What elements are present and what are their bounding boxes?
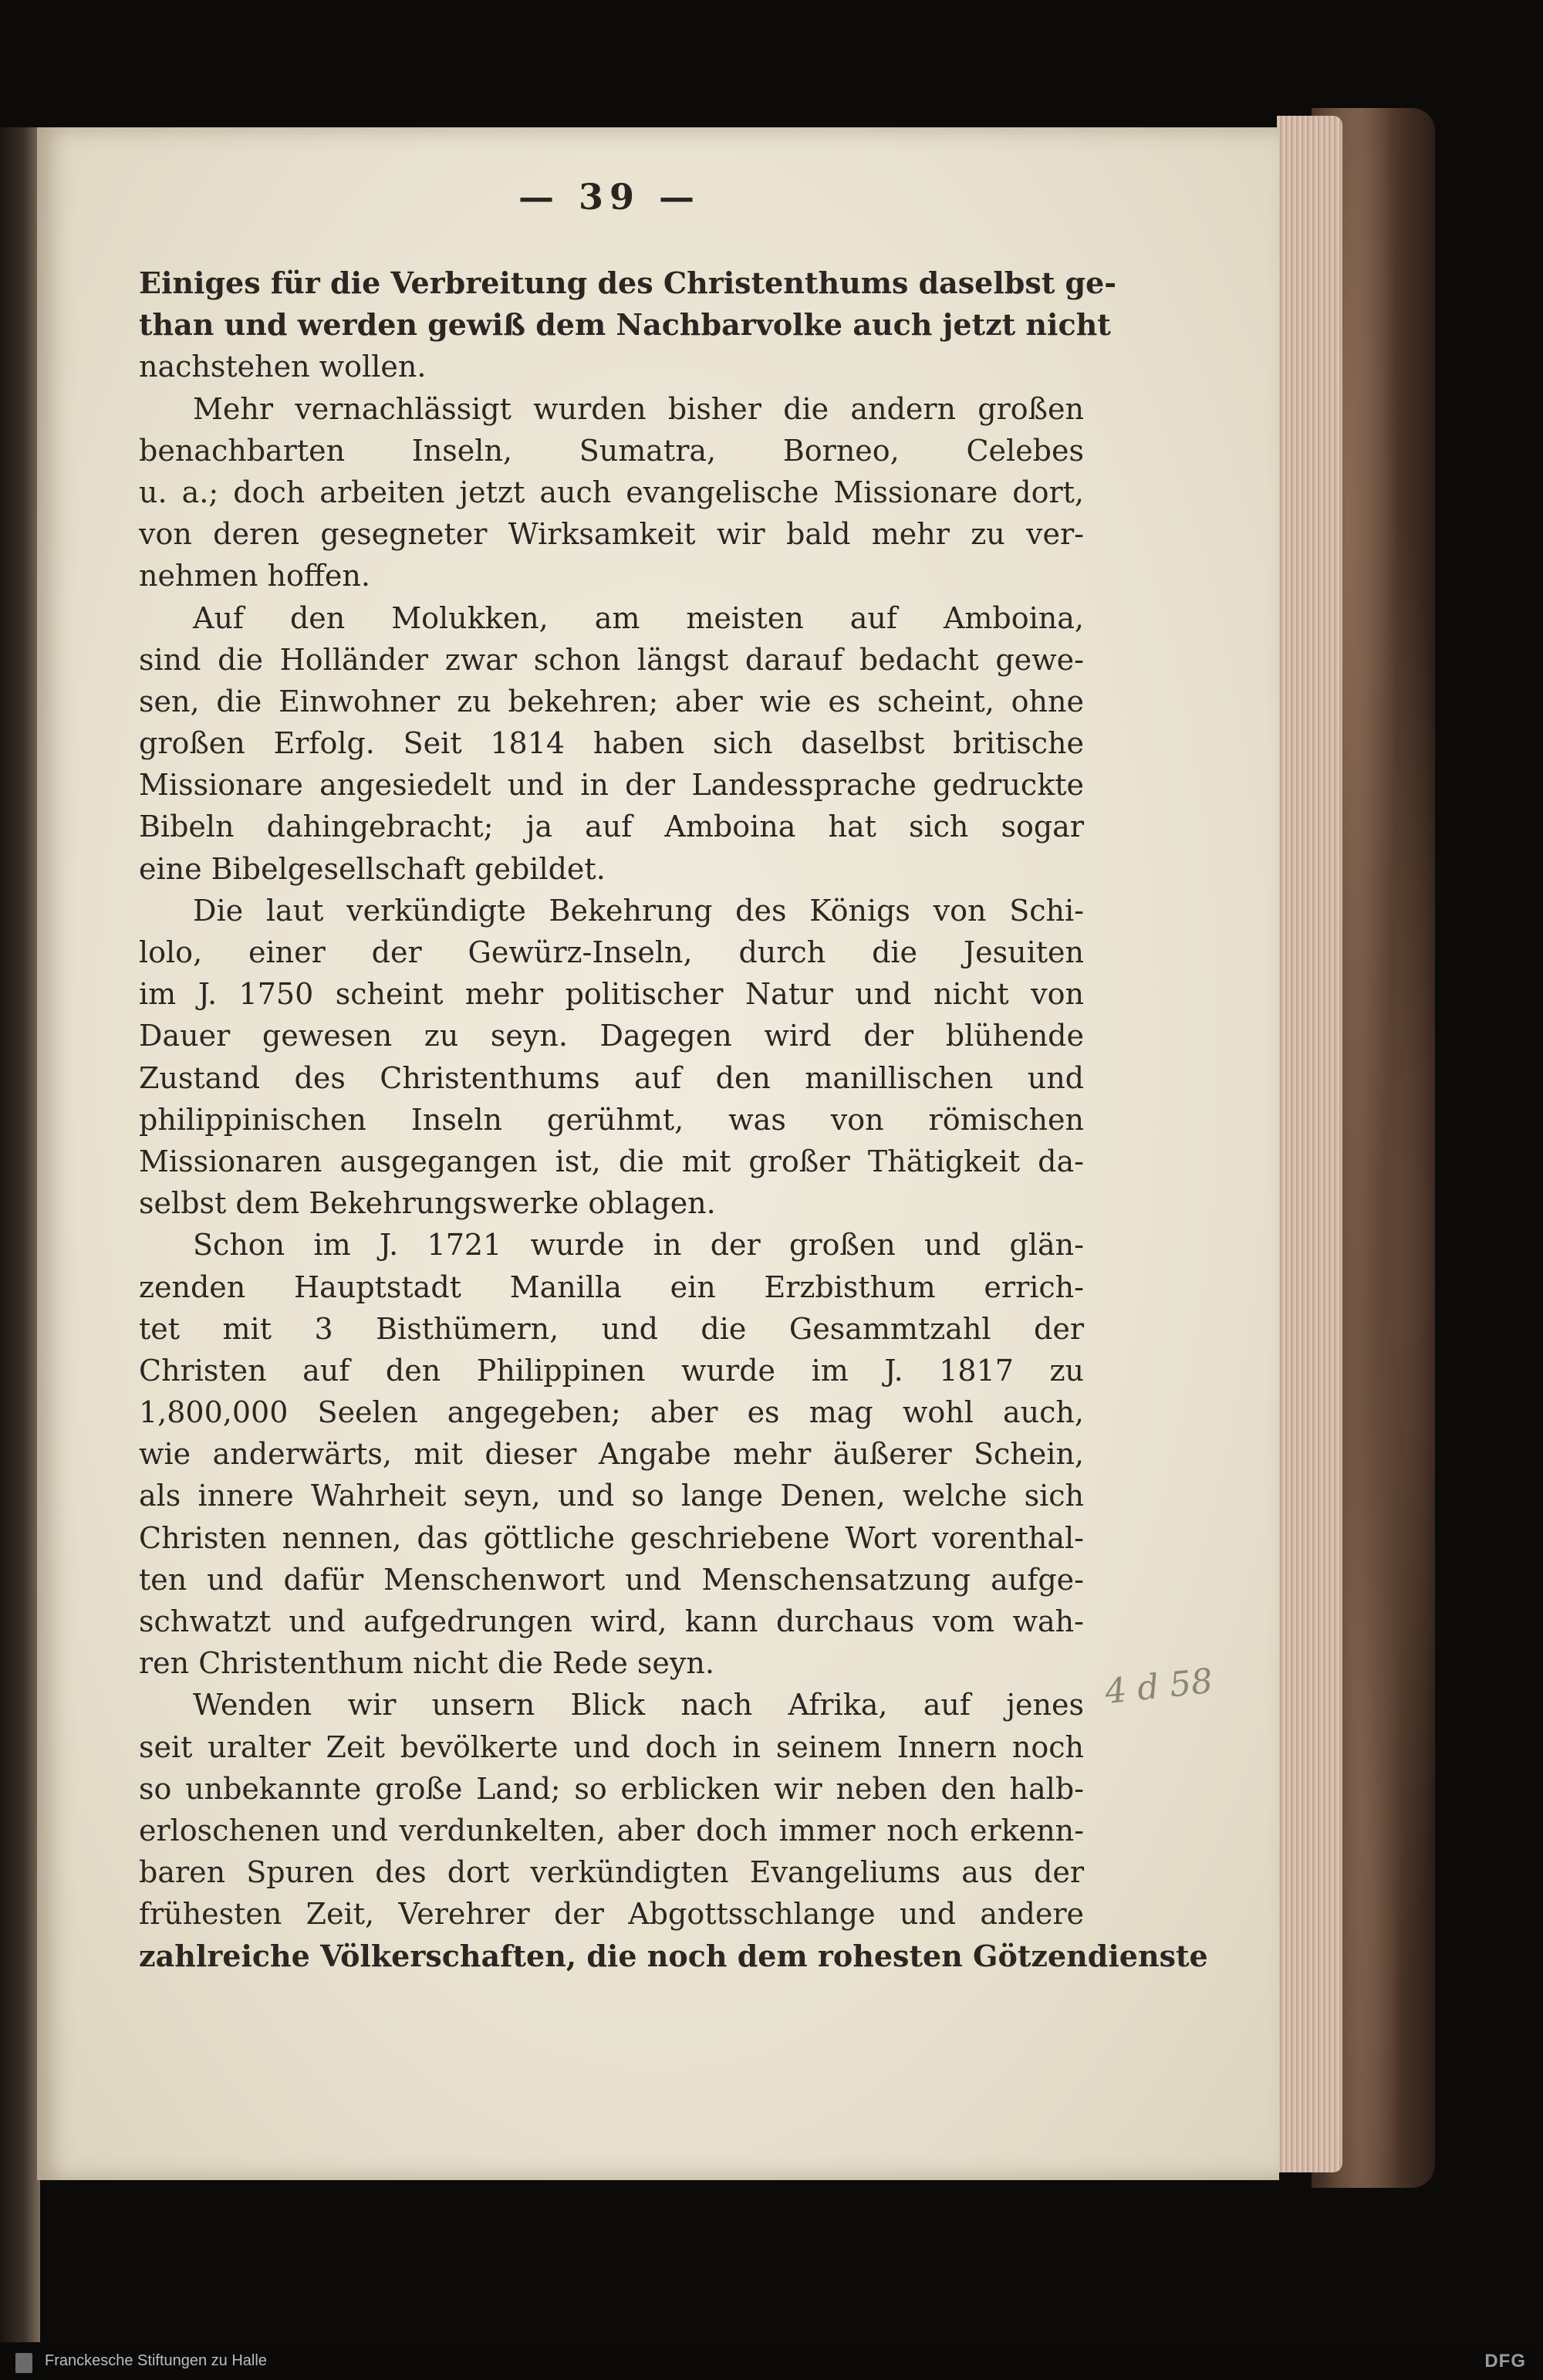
margin-annotation: 4 d 58 xyxy=(1102,1661,1215,1712)
text-line: Christen auf den Philippinen wurde im J. 1817 zu xyxy=(139,1353,1084,1388)
text-line: ten und dafür Menschenwort und Menschensatzung aufge- xyxy=(139,1562,1084,1597)
page-edges xyxy=(1277,116,1342,2172)
text-line: benachbarten Inseln, Sumatra, Borneo, Celebes xyxy=(139,433,1084,468)
text-line: Einiges für die Verbreitung des Christenthums daselbst ge- xyxy=(139,265,1117,300)
text-line: großen Erfolg. Seit 1814 haben sich daselbst britische xyxy=(139,726,1084,761)
text-line: Die laut verkündigte Bekehrung des Königs von Schi- xyxy=(193,893,1084,928)
text-line: sen, die Einwohner zu bekehren; aber wie es scheint, ohne xyxy=(139,684,1084,718)
text-line: philippinischen Inseln gerühmt, was von römischen xyxy=(139,1102,1084,1137)
dfg-logo: DFG xyxy=(1484,2351,1526,2372)
text-line: wie anderwärts, mit dieser Angabe mehr äußerer Schein, xyxy=(139,1437,1084,1472)
text-line: zahlreiche Völkerschaften, die noch dem rohesten Götzendienste xyxy=(139,1938,1208,1973)
text-line: seit uralter Zeit bevölkerte und doch in seinem Innern noch xyxy=(139,1729,1084,1764)
text-line: nachstehen wollen. xyxy=(139,350,427,384)
text-line: erloschenen und verdunkelten, aber doch immer noch erkenn- xyxy=(139,1813,1084,1848)
text-line: sind die Holländer zwar schon längst darauf bedacht gewe- xyxy=(139,642,1084,677)
text-line: tet mit 3 Bisthümern, und die Gesammtzahl der xyxy=(139,1311,1084,1346)
text-line: baren Spuren des dort verkündigten Evangeliums aus der xyxy=(139,1855,1084,1890)
text-line: schwatzt und aufgedrungen wird, kann durchaus vom wah- xyxy=(139,1604,1084,1638)
text-line: Schon im J. 1721 wurde in der großen und glän- xyxy=(193,1228,1084,1263)
text-line: ren Christenthum nicht die Rede seyn. xyxy=(139,1646,714,1681)
text-line: selbst dem Bekehrungswerke oblagen. xyxy=(139,1186,716,1221)
text-line: Dauer gewesen zu seyn. Dagegen wird der blühende xyxy=(139,1019,1084,1053)
text-line: Mehr vernachlässigt wurden bisher die andern großen xyxy=(193,391,1084,426)
page-number: — 39 — xyxy=(518,176,701,218)
institution-name: Franckesche Stiftungen zu Halle xyxy=(45,2352,267,2369)
text-line: Missionaren ausgegangen ist, die mit großer Thätigkeit da- xyxy=(139,1144,1084,1178)
text-line: lolo, einer der Gewürz-Inseln, durch die Jesuiten xyxy=(139,935,1084,969)
text-line: frühesten Zeit, Verehrer der Abgottsschlange und andere xyxy=(139,1897,1084,1932)
text-line: Bibeln dahingebracht; ja auf Amboina hat sich sogar xyxy=(139,810,1084,844)
text-line: nehmen hoffen. xyxy=(139,559,370,593)
text-line: als innere Wahrheit seyn, und so lange Denen, welche sich xyxy=(139,1479,1084,1513)
text-line: Christen nennen, das göttliche geschriebene Wort vorenthal- xyxy=(139,1520,1084,1555)
text-line: von deren gesegneter Wirksamkeit wir bald mehr zu ver- xyxy=(139,517,1084,552)
text-line: im J. 1750 scheint mehr politischer Natur und nicht von xyxy=(139,977,1084,1012)
text-line: u. a.; doch arbeiten jetzt auch evangelische Missionare dort, xyxy=(139,475,1084,509)
text-line: Zustand des Christenthums auf den manillischen und xyxy=(139,1060,1084,1095)
text-line: Auf den Molukken, am meisten auf Amboina, xyxy=(193,600,1084,635)
institution-logo-icon xyxy=(15,2353,32,2373)
text-line: Wenden wir unsern Blick nach Afrika, auf jenes xyxy=(193,1688,1084,1722)
text-line: than und werden gewiß dem Nachbarvolke auch jetzt nicht xyxy=(139,307,1111,343)
text-line: 1,800,000 Seelen angegeben; aber es mag wohl auch, xyxy=(139,1395,1084,1430)
text-line: Missionare angesiedelt und in der Landessprache gedruckte xyxy=(139,768,1084,803)
text-line: zenden Hauptstadt Manilla ein Erzbisthum errich- xyxy=(139,1269,1084,1304)
book-left-edge xyxy=(0,127,40,2342)
text-line: so unbekannte große Land; so erblicken wir neben den halb- xyxy=(139,1771,1084,1806)
text-line: eine Bibelgesellschaft gebildet. xyxy=(139,851,606,886)
